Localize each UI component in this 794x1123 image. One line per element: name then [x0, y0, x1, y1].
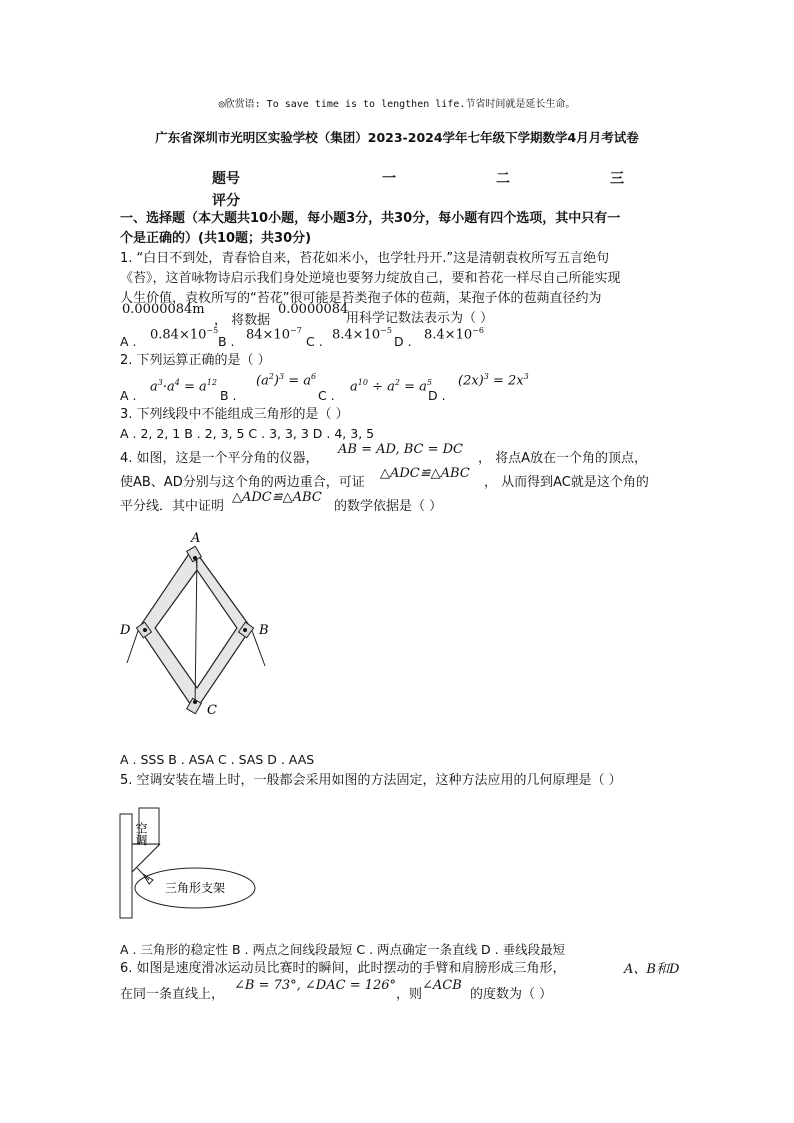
label-b: B: [259, 623, 269, 638]
q1-option-b-label: B .: [218, 334, 235, 349]
q4-line2-expr: △ADC≌△ABC: [380, 466, 470, 481]
q5-aircon-figure: [115, 804, 265, 922]
q1-option-a-label: A .: [120, 334, 137, 349]
section1-heading-line1: 一、选择题（本大题共10小题，每小题3分，共30分，每小题有四个选项，其中只有一: [120, 211, 621, 226]
score-table-col-3: 三: [610, 171, 624, 187]
label-d: D: [120, 623, 131, 638]
q2-option-b-expr: $(a^2)^3 = a^6$: [256, 372, 317, 389]
q5-stem: 5. 空调安装在墙上时，一般都会采用如图的方法固定，这种方法应用的几何原理是（ ）: [120, 773, 622, 788]
q1-value-m: 0.0000084m: [122, 302, 205, 317]
q1-option-d-expr: $8.4\times 10^{-6}$: [424, 326, 484, 343]
label-a: A: [191, 531, 201, 546]
q4-line1-b: ， 将点A放在一个角的顶点，: [478, 451, 648, 466]
motto-line: ◎欣赏语: To save time is to lengthen life.节省时间就是延长生命。: [218, 99, 576, 110]
diagonal-ac: [195, 553, 197, 708]
q4-instrument-figure: [115, 528, 280, 728]
q4-line2-a: 使AB、AD分别与这个角的两边重合，可证: [120, 475, 365, 490]
q1-mid-text: ， 将数据: [214, 313, 271, 328]
q1-line2: 《苔》，这首咏物诗启示我们身处逆境也要努力绽放自己，要和苔花一样尽自己所能实现: [120, 271, 621, 286]
q3-options: A . 2, 2, 1 B . 2, 3, 5 C . 3, 3, 3 D . 4, 3, 5: [120, 426, 375, 441]
q4-line1-a: 4. 如图，这是一个平分角的仪器，: [120, 451, 319, 466]
q6-line1: 6. 如图是速度滑冰运动员比赛时的瞬间，此时摆动的手臂和肩膀形成三角形，: [120, 961, 566, 976]
aircon-label: 空调: [134, 822, 148, 846]
q1-value: 0.0000084: [278, 302, 349, 317]
q1-line3: 人生价值，袁枚所写的“苔花”很可能是苔类孢子体的苞蒴，某孢子体的苞蒴直径约为: [120, 291, 602, 306]
q1-tail: 用科学记数法表示为（ ）: [346, 311, 494, 326]
exam-title: 广东省深圳市光明区实验学校（集团）2023-2024学年七年级下学期数学4月月考试卷: [155, 130, 639, 145]
q4-line3-a: 平分线．其中证明: [120, 499, 225, 514]
wall: [120, 814, 132, 918]
q6-line2-expr: ∠B = 73°, ∠DAC = 126°: [234, 978, 397, 993]
q3-stem: 3. 下列线段中不能组成三角形的是（ ）: [120, 407, 349, 422]
q6-line2-b: ，则: [396, 987, 423, 1002]
q1-option-b-expr: $84\times 10^{-7}$: [246, 326, 302, 343]
q5-options: A . 三角形的稳定性 B . 两点之间线段最短 C . 两点确定一条直线 D . 垂线段最短: [120, 942, 566, 957]
q2-option-a-expr: $a^3\cdot a^4 = a^{12}$: [150, 378, 217, 395]
q2-option-b-label: B .: [220, 388, 237, 403]
q2-option-c-expr: $a^{10} \div a^2 = a^5$: [350, 378, 432, 395]
q6-line2-angle: ∠ACB: [422, 978, 462, 993]
q2-option-a-label: A .: [120, 388, 137, 403]
score-table-col-2: 二: [496, 171, 510, 187]
label-c: C: [207, 703, 217, 718]
q1-option-c-expr: $8.4\times 10^{-5}$: [332, 326, 392, 343]
bracket-diagonal: [132, 844, 160, 872]
q6-line2-a: 在同一条直线上，: [120, 987, 225, 1002]
q4-line2-b: ， 从而得到AC就是这个角的: [484, 475, 649, 490]
score-table-row1-label: 题号: [212, 171, 240, 187]
q4-line1-expr: AB = AD, BC = DC: [338, 442, 463, 457]
q1-line1: 1. “白日不到处，青春恰自来，苔花如米小，也学牡丹开.”这是清朝袁枚所写五言绝句: [120, 251, 610, 266]
section1-heading-line2: 个是正确的）(共10题；共30分): [120, 231, 312, 246]
q2-stem: 2. 下列运算正确的是（ ）: [120, 353, 271, 368]
q1-option-c-label: C .: [306, 334, 323, 349]
score-table-col-1: 一: [382, 171, 396, 187]
q1-option-d-label: D .: [394, 334, 412, 349]
q2-option-d-expr: $(2x)^3 = 2x^3$: [458, 372, 529, 389]
q2-option-c-label: C .: [318, 388, 335, 403]
q6-line1-points: A、B和D: [624, 962, 680, 977]
q6-line2-c: 的度数为（ ）: [470, 987, 553, 1002]
q1-option-a-expr: $0.84\times 10^{-5}$: [150, 326, 219, 343]
q4-line3-b: 的数学依据是（ ）: [334, 499, 443, 514]
q4-line3-expr: △ADC≌△ABC: [232, 490, 322, 505]
q2-option-d-label: D .: [428, 388, 446, 403]
q4-options: A . SSS B . ASA C . SAS D . AAS: [120, 752, 315, 767]
score-table-row2-label: 评分: [212, 193, 240, 209]
callout-text: 三角形支架: [165, 881, 226, 895]
